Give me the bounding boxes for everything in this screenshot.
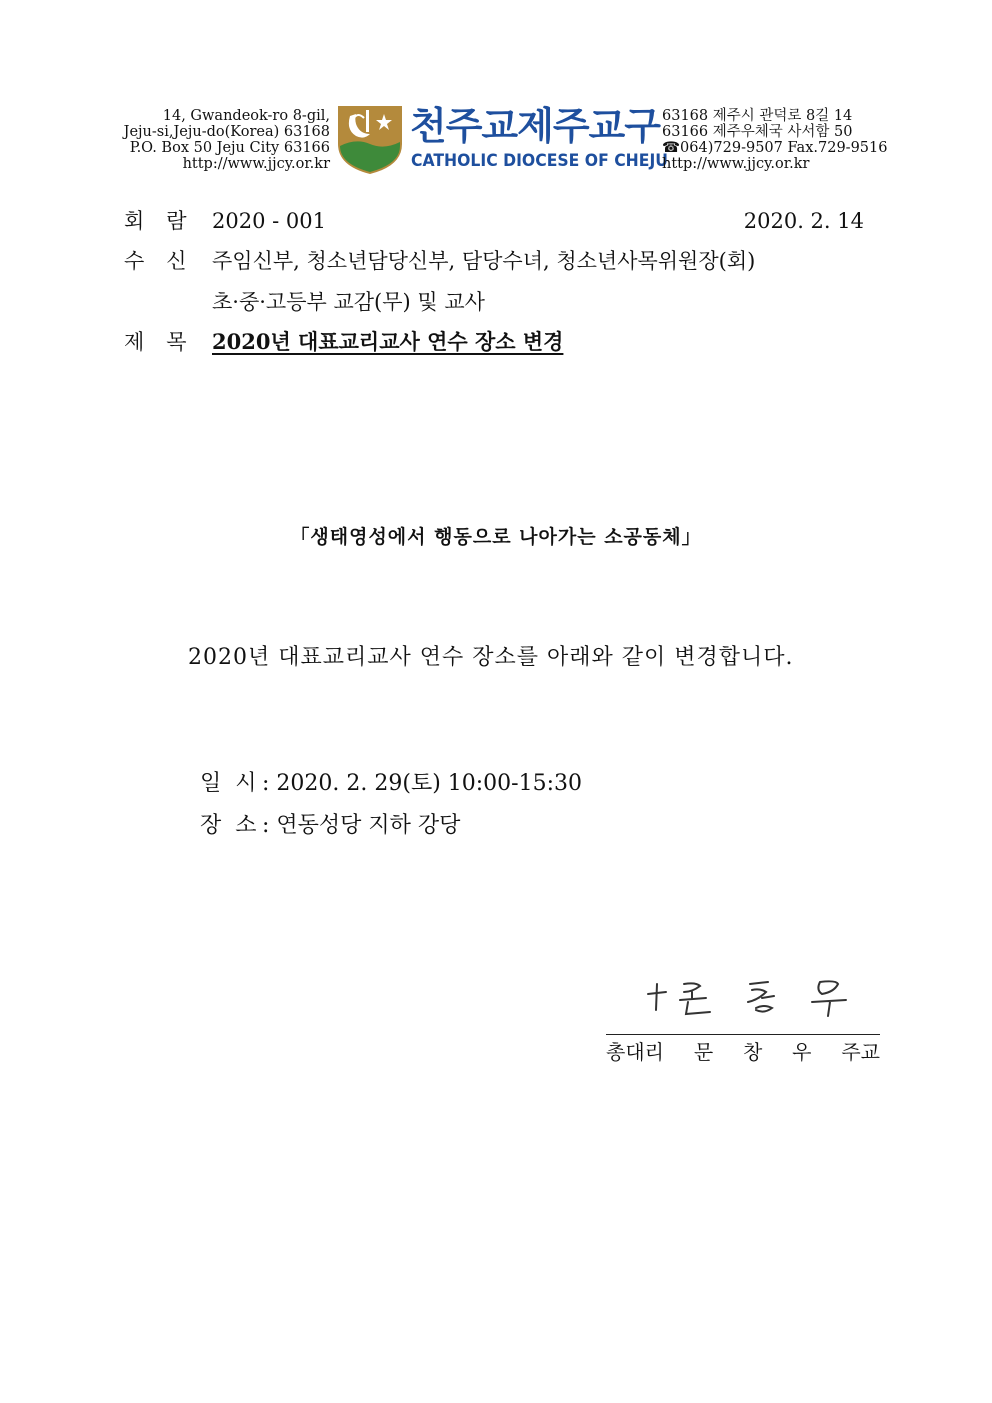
detail-place-label: 장소 xyxy=(200,813,271,838)
detail-time xyxy=(200,766,582,797)
recipients-line-2: 초·중·고등부 교감(무) 및 교사 xyxy=(212,290,485,314)
address-korean xyxy=(662,108,887,172)
circular-number: 2020 - 001 xyxy=(212,209,326,233)
signer-name-char: 우 xyxy=(792,1040,812,1064)
brand-name-korean: 천주교제주교구 xyxy=(410,104,660,148)
address-en-line: Jeju-si,Jeju-do(Korea) 63168 xyxy=(123,124,330,140)
document-date: 2020. 2. 14 xyxy=(743,209,864,233)
address-ko-line: 63168 제주시 관덕로 8길 14 xyxy=(662,108,853,124)
circular-label: 회람 xyxy=(124,209,209,233)
signer-name-char: 문 xyxy=(693,1040,714,1064)
brand-name-english: CATHOLIC DIOCESE OF CHEJU xyxy=(411,151,668,171)
detail-time-value: : 2020. 2. 29(토) 10:00-15:30 xyxy=(262,771,583,796)
handwritten-signature xyxy=(640,970,860,1020)
address-en-line: 14, Gwandeok-ro 8-gil, xyxy=(162,108,330,124)
address-ko-url: http://www.jjcy.or.kr xyxy=(662,156,810,172)
address-english xyxy=(124,108,330,172)
body-text: 2020년 대표교리교사 연수 장소를 아래와 같이 변경합니다. xyxy=(188,645,794,670)
slogan: 「생태영성에서 행동으로 나아가는 소공동체」 xyxy=(290,526,702,548)
diocese-logo-icon xyxy=(336,104,404,176)
address-ko-line: 63166 제주우체국 사서함 50 xyxy=(662,124,853,140)
signer-name xyxy=(606,1036,880,1065)
recipients-line-1: 주임신부, 청소년담당신부, 담당수녀, 청소년사목위원장(회) xyxy=(212,249,756,273)
signature-line xyxy=(606,1034,880,1035)
subject-title: 2020년 대표교리교사 연수 장소 변경 xyxy=(212,329,564,354)
recipient-label: 수신 xyxy=(124,249,209,273)
address-ko-phone: ☎064)729-9507 Fax.729-9516 xyxy=(662,140,888,156)
detail-time-label: 일시 xyxy=(200,771,271,796)
address-en-url: http://www.jjcy.or.kr xyxy=(182,156,330,172)
signer-name-char: 창 xyxy=(742,1040,763,1064)
address-en-line: P.O. Box 50 Jeju City 63166 xyxy=(129,140,330,156)
detail-place-value: : 연동성당 지하 강당 xyxy=(262,813,461,838)
detail-place xyxy=(200,808,460,839)
signer-title: 총대리 xyxy=(606,1040,664,1064)
signer-rank: 주교 xyxy=(841,1040,880,1064)
subject-label: 제목 xyxy=(124,330,209,354)
